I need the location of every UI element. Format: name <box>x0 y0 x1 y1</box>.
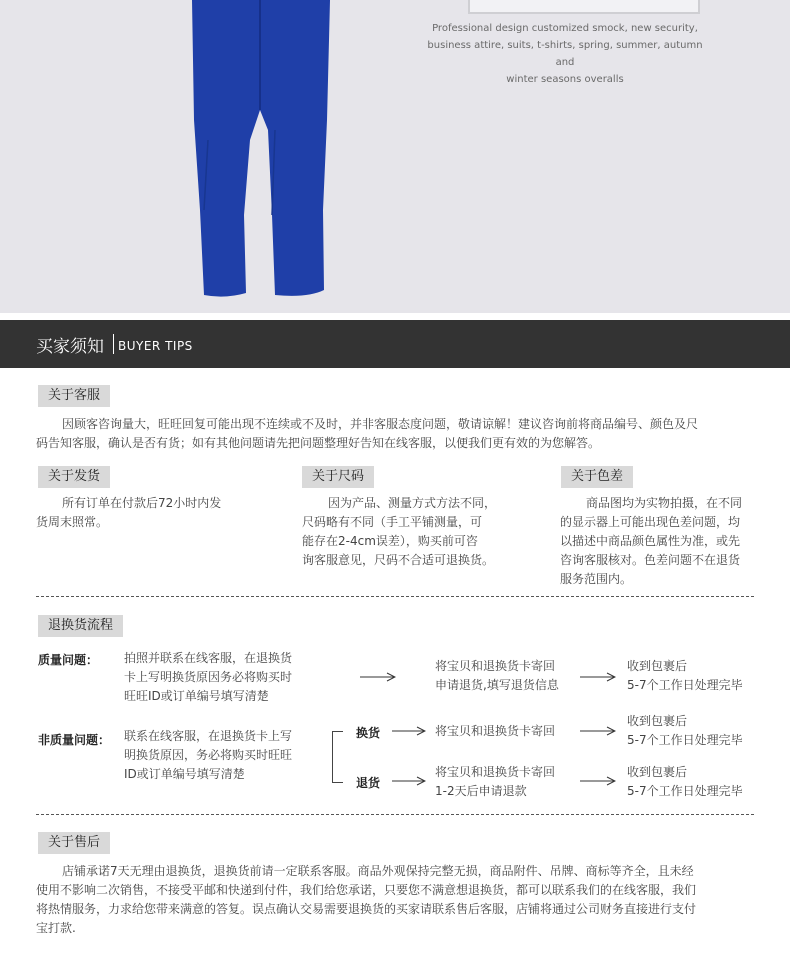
buyer-tips-banner <box>0 320 790 368</box>
text-line: 明换货原因，务必将购买时旺旺 <box>124 748 293 762</box>
color-text <box>560 494 760 589</box>
text-line: 卡上写明换货原因务必将购买时 <box>124 670 293 684</box>
quality-issue-desc <box>124 649 292 706</box>
non-quality-issue-label: 非质量问题： <box>38 733 111 747</box>
branch-bracket <box>332 731 343 783</box>
arrow-right-icon <box>580 672 616 682</box>
quality-issue-label: 质量问题： <box>38 653 99 667</box>
text-line: 商品图均为实物拍摄，在不同 <box>586 496 743 510</box>
section-divider <box>36 596 754 597</box>
section-divider <box>36 814 754 815</box>
arrow-right-icon <box>392 726 426 736</box>
text-line: 旺旺ID或订单编号填写清楚 <box>124 689 269 703</box>
product-hero <box>0 0 790 313</box>
text-line: 收到包裹后 <box>627 714 688 728</box>
banner-title-cn: 买家须知 <box>36 337 104 357</box>
text-line: 的显示器上可能出现色差问题，均 <box>560 515 741 529</box>
shipping-heading: 关于发货 <box>38 466 110 488</box>
text-line: 以描述中商品颜色属性为准，或先 <box>560 534 741 548</box>
arrow-right-icon <box>360 672 396 682</box>
after-sales-heading: 关于售后 <box>38 832 110 854</box>
text-line: ID或订单编号填写清楚 <box>124 767 245 781</box>
arrow-right-icon <box>580 776 616 786</box>
text-line: 所有订单在付款后72小时内发 <box>62 496 222 510</box>
refund-step2 <box>435 763 555 801</box>
exchange-step3 <box>627 712 755 750</box>
hero-description-line: business attire, suits, t-shirts, spring, summer, autumn and <box>427 40 703 68</box>
text-line: 5-7个工作日处理完毕 <box>627 678 743 692</box>
hero-description-line: winter seasons overalls <box>506 74 624 85</box>
text-line: 使用不影响二次销售，不接受平邮和快递到付件，我们给您承诺，只要您不满意想退换货，都可以联系我们的在线客服，我们 <box>36 883 697 897</box>
sizing-text <box>302 494 517 570</box>
text-line: 将热情服务，力求给您带来满意的答复。误点确认交易需要退换货的买家请联系售后客服，店铺将通过公司财务直接进行支付 <box>36 902 697 916</box>
refund-label: 退货 <box>356 776 381 790</box>
after-sales-text <box>36 862 756 938</box>
banner-title-en: BUYER TIPS <box>118 339 193 353</box>
text-line: 因顾客咨询量大，旺旺回复可能出现不连续或不及时，并非客服态度问题，敬请谅解！建议咨询前将商品编号、颜色及尺 <box>62 417 699 431</box>
customer-service-text <box>36 415 756 453</box>
quality-step2 <box>435 657 559 695</box>
text-line: 1-2天后申请退款 <box>435 784 527 798</box>
text-line: 能存在2-4cm误差），购买前可咨 <box>302 534 478 548</box>
color-heading: 关于色差 <box>561 466 633 488</box>
non-quality-issue-desc <box>124 727 292 784</box>
text-line: 收到包裹后 <box>627 659 688 673</box>
hero-frame <box>468 0 700 14</box>
text-line: 宝打款. <box>36 921 76 935</box>
sizing-heading: 关于尺码 <box>302 466 374 488</box>
text-line: 5-7个工作日处理完毕 <box>627 733 743 747</box>
text-line: 码告知客服，确认是否有货；如有其他问题请先把问题整理好告知在线客服，以便我们更有效的为您解答。 <box>36 436 601 450</box>
text-line: 将宝贝和退换货卡寄回 <box>435 765 556 779</box>
exchange-step2 <box>435 722 555 741</box>
shipping-text <box>36 494 256 532</box>
text-line: 申请退货,填写退货信息 <box>435 678 559 692</box>
text-line: 尺码略有不同（手工平铺测量，可 <box>302 515 483 529</box>
overalls-pants-image <box>180 0 340 300</box>
hero-description <box>425 20 705 88</box>
text-line: 拍照并联系在线客服，在退换货 <box>124 651 293 665</box>
text-line: 将宝贝和退换货卡寄回 <box>435 659 556 673</box>
text-line: 询客服意见，尺码不合适可退换货。 <box>302 553 495 567</box>
refund-step3 <box>627 763 755 801</box>
text-line: 因为产品、测量方式方法不同， <box>328 496 497 510</box>
text-line: 5-7个工作日处理完毕 <box>627 784 743 798</box>
text-line: 服务范围内。 <box>560 572 633 586</box>
text-line: 将宝贝和退换货卡寄回 <box>435 724 556 738</box>
quality-step3 <box>627 657 755 695</box>
returns-heading: 退换货流程 <box>38 615 123 637</box>
banner-divider <box>113 334 114 354</box>
text-line: 联系在线客服，在退换货卡上写 <box>124 729 293 743</box>
customer-service-heading: 关于客服 <box>38 385 110 407</box>
arrow-right-icon <box>580 726 616 736</box>
text-line: 店铺承诺7天无理由退换货，退换货前请一定联系客服。商品外观保持完整无损，商品附件、吊牌、商标等齐全，且未经 <box>62 864 694 878</box>
text-line: 货周末照常。 <box>36 515 109 529</box>
exchange-label: 换货 <box>356 726 381 740</box>
text-line: 收到包裹后 <box>627 765 688 779</box>
hero-description-line: Professional design customized smock, new security, <box>432 23 698 34</box>
text-line: 咨询客服核对。色差问题不在退货 <box>560 553 741 567</box>
arrow-right-icon <box>392 776 426 786</box>
